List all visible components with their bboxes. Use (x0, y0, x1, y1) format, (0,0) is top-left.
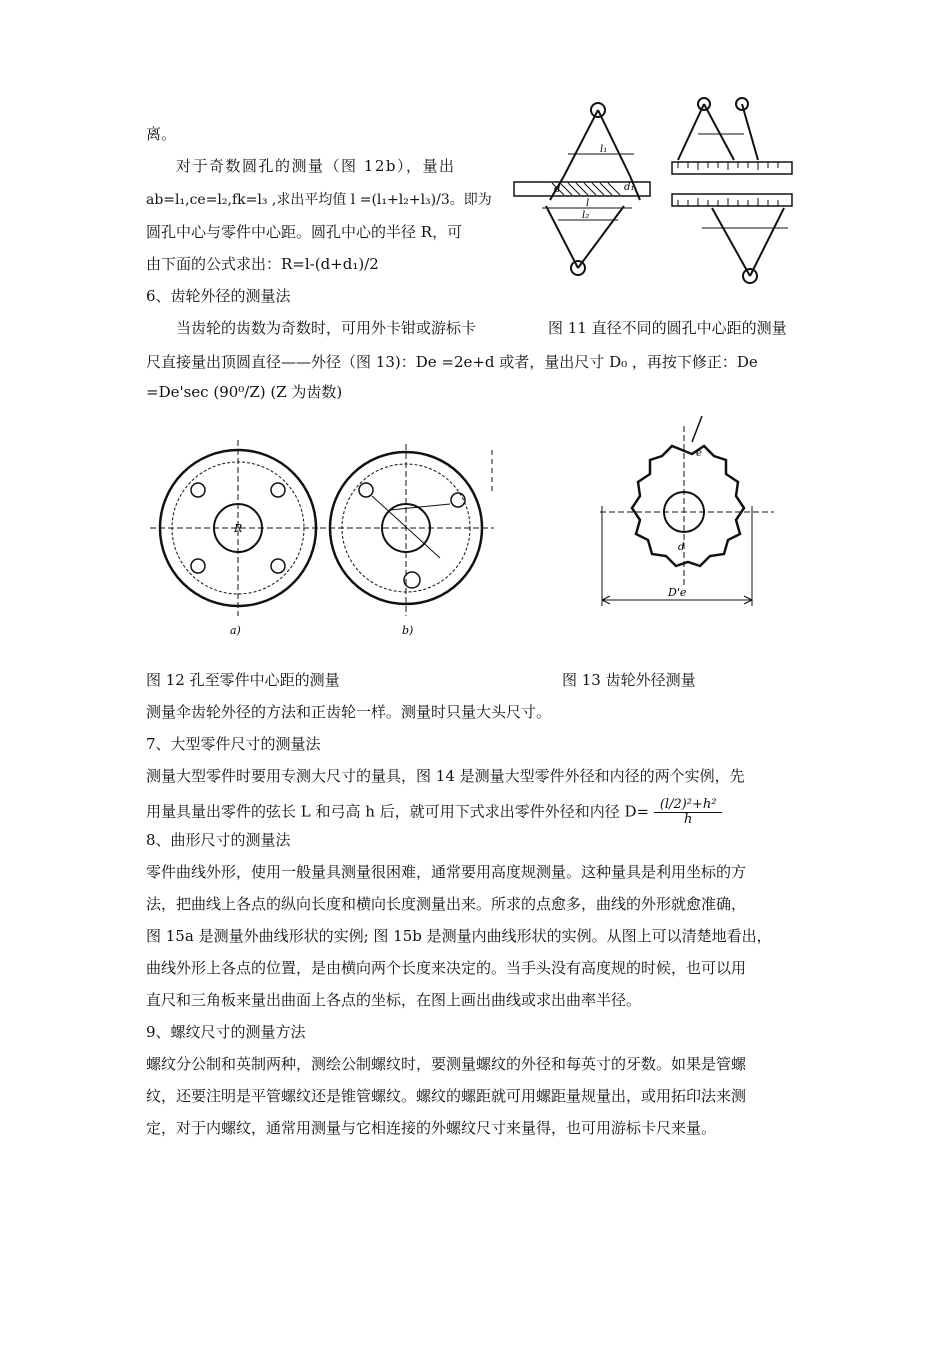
para-line: =De'sec (90⁰/Z) (Z 为齿数) (146, 383, 343, 401)
figure-11 (512, 96, 812, 292)
section-heading: 6、齿轮外径的测量法 (146, 287, 291, 305)
para-line: 法，把曲线上各点的纵向长度和横向长度测量出来。所求的点愈多，曲线的外形就愈准确， (146, 895, 747, 913)
fig12-label-R: R (234, 522, 243, 535)
figure-caption: 图 11 直径不同的圆孔中心距的测量 (548, 319, 787, 337)
figure-caption: 图 13 齿轮外径测量 (562, 671, 696, 689)
fig11-label-l2: l₂ (582, 210, 590, 221)
fig13-label-De: D'e (668, 586, 687, 599)
figure-13 (592, 416, 782, 612)
para-line (146, 798, 722, 827)
fig11-label-d1: d₁ (624, 182, 635, 193)
para-line: 螺纹分公制和英制两种，测绘公制螺纹时，要测量螺纹的外径和每英寸的牙数。如果是管螺 (146, 1055, 747, 1073)
formula-D (654, 798, 723, 827)
para-line: 零件曲线外形，使用一般量具测量很困难，通常要用高度规测量。这种量具是利用坐标的方 (146, 863, 747, 881)
fig11-label-l1: l₁ (600, 144, 608, 155)
para-line: 圆孔中心与零件中心距。圆孔中心的半径 R，可 (146, 223, 463, 241)
para-line: 对于奇数圆孔的测量（图 12b），量出 (176, 157, 456, 175)
section-heading: 9、螺纹尺寸的测量方法 (146, 1023, 306, 1041)
para-line: 纹，还要注明是平管螺纹还是锥管螺纹。螺纹的螺距就可用螺距量规量出，或用拓印法来测 (146, 1087, 747, 1105)
figure-caption: 图 12 孔至零件中心距的测量 (146, 671, 340, 689)
para-line: 图 15a 是测量外曲线形状的实例; 图 15b 是测量内曲线形状的实例。从图上可以清楚地看出， (146, 927, 772, 945)
figure-12 (150, 440, 510, 640)
fig12-label-b: b) (402, 624, 414, 637)
fig13-label-d: d (678, 542, 685, 553)
section-heading: 7、大型零件尺寸的测量法 (146, 735, 321, 753)
para-line: 由下面的公式求出：R=l-(d+d₁)/2 (146, 255, 379, 273)
para-line: 曲线外形上各点的位置，是由横向两个长度来决定的。当手头没有高度规的时候，也可以用 (146, 959, 747, 977)
fig12-label-a: a) (230, 624, 241, 637)
fig13-label-e: e (696, 448, 702, 459)
para-line: 定，对于内螺纹，通常用测量与它相连接的外螺纹尺寸来量得，也可用游标卡尺来量。 (146, 1119, 717, 1137)
para-line: 直尺和三角板来量出曲面上各点的坐标，在图上画出曲线或求出曲率半径。 (146, 991, 642, 1009)
para-line: 测量大型零件时要用专测大尺寸的量具，图 14 是测量大型零件外径和内径的两个实例，先 (146, 767, 745, 785)
para-line: ab=l₁,ce=l₂,fk=l₃ ,求出平均值 l =(l₁+l₂+l₃)/3。即为 (146, 192, 492, 208)
section-heading: 8、曲形尺寸的测量法 (146, 831, 291, 849)
fig11-label-l: l (586, 198, 590, 209)
para-line: 测量伞齿轮外径的方法和正齿轮一样。测量时只量大头尺寸。 (146, 703, 552, 721)
fig11-label-d: d (554, 184, 561, 195)
formula-denominator: h (683, 812, 693, 827)
para-line: 当齿轮的齿数为奇数时，可用外卡钳或游标卡 (176, 319, 477, 337)
formula-numerator: (l/2)²+h² (654, 798, 723, 813)
para-line: 尺直接量出顶圆直径——外径（图 13)：De =2e+d 或者，量出尺寸 D₀ ，再按下修正：De (146, 353, 758, 371)
para-line: 离。 (146, 125, 177, 143)
para-line-text: 用量具量出零件的弦长 L 和弓高 h 后，就可用下式求出零件外径和内径 D= (146, 802, 650, 821)
